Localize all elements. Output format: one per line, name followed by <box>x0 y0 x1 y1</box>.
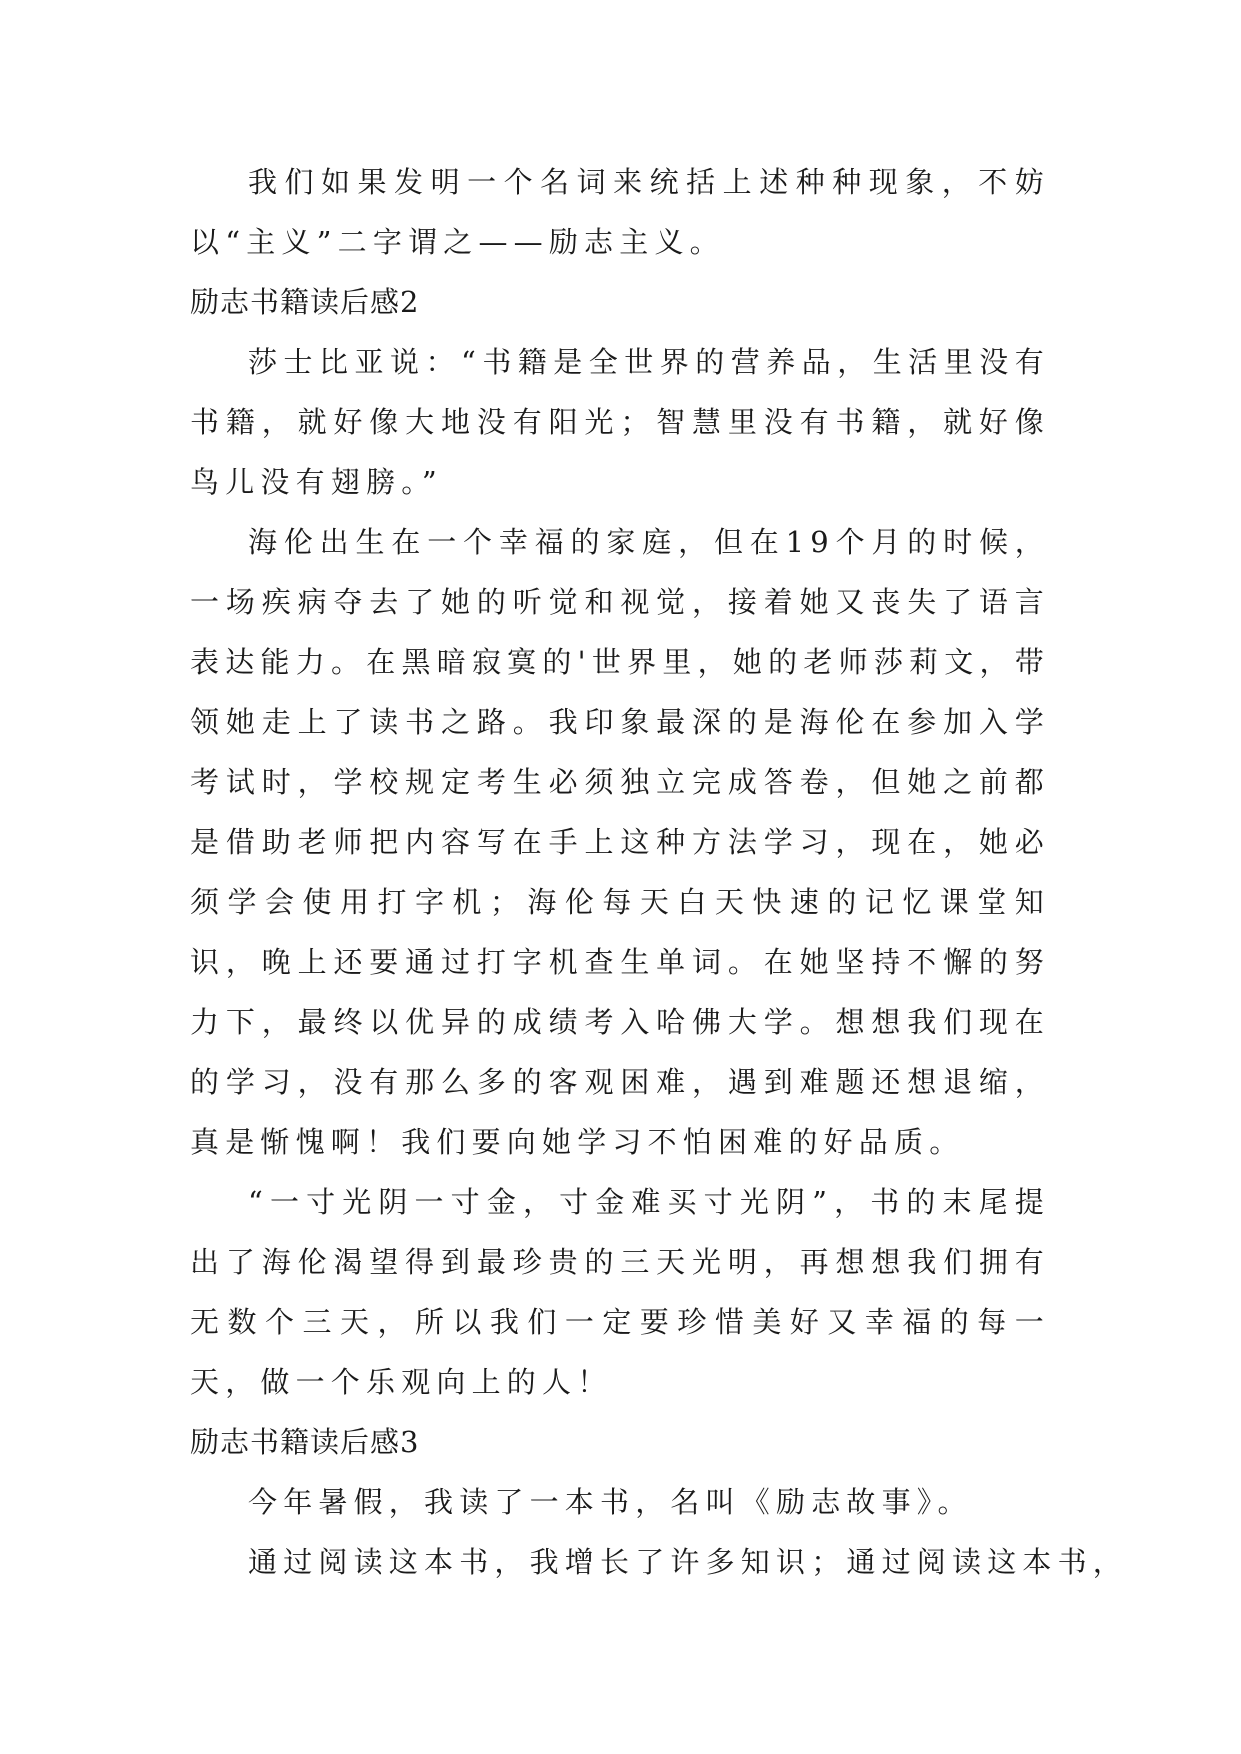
paragraph-shakespeare-quote: 莎士比亚说：“书籍是全世界的营养品，生活里没有书籍，就好像大地没有阳光；智慧里没有书籍，就好像鸟儿没有翅膀。” <box>190 345 1050 499</box>
section-heading-2: 励志书籍读后感2 <box>190 285 420 319</box>
paragraph-intro-ending: 我们如果发明一个名词来统括上述种种现象，不妨以“主义”二字谓之——励志主义。 <box>190 165 1050 259</box>
paragraph-reading-benefits: 通过阅读这本书，我增长了许多知识；通过阅读这本书， <box>248 1545 1129 1579</box>
paragraph-helen-story: 海伦出生在一个幸福的家庭，但在19个月的时候，一场疾病夺去了她的听觉和视觉，接着她又丧失了语言表达能力。在黑暗寂寞的'世界里，她的老师莎莉文，带领她走上了读书之路。我印象最深的是海伦在参加入学考试时，学校规定考生必须独立完成答卷，但她之前都是借助老师把内容写在手上这种方法学习，现在，她必须学会使用打字机；海伦每天白天快速的记忆课堂知识，晚上还要通过打字机查生单词。在她坚持不懈的努力下，最终以优异的成绩考入哈佛大学。想想我们现在的学习，没有那么多的客观困难，遇到难题还想退缩，真是惭愧啊！我们要向她学习不怕困难的好品质。 <box>190 525 1050 1159</box>
paragraph-summer-reading: 今年暑假，我读了一本书，名叫《励志故事》。 <box>248 1485 973 1519</box>
document-page <box>190 152 1129 1592</box>
section-heading-3: 励志书籍读后感3 <box>190 1425 420 1459</box>
paragraph-time-proverb: “一寸光阴一寸金，寸金难买寸光阴”，书的末尾提出了海伦渴望得到最珍贵的三天光明，再想想我们拥有无数个三天，所以我们一定要珍惜美好又幸福的每一天，做一个乐观向上的人！ <box>190 1185 1050 1399</box>
